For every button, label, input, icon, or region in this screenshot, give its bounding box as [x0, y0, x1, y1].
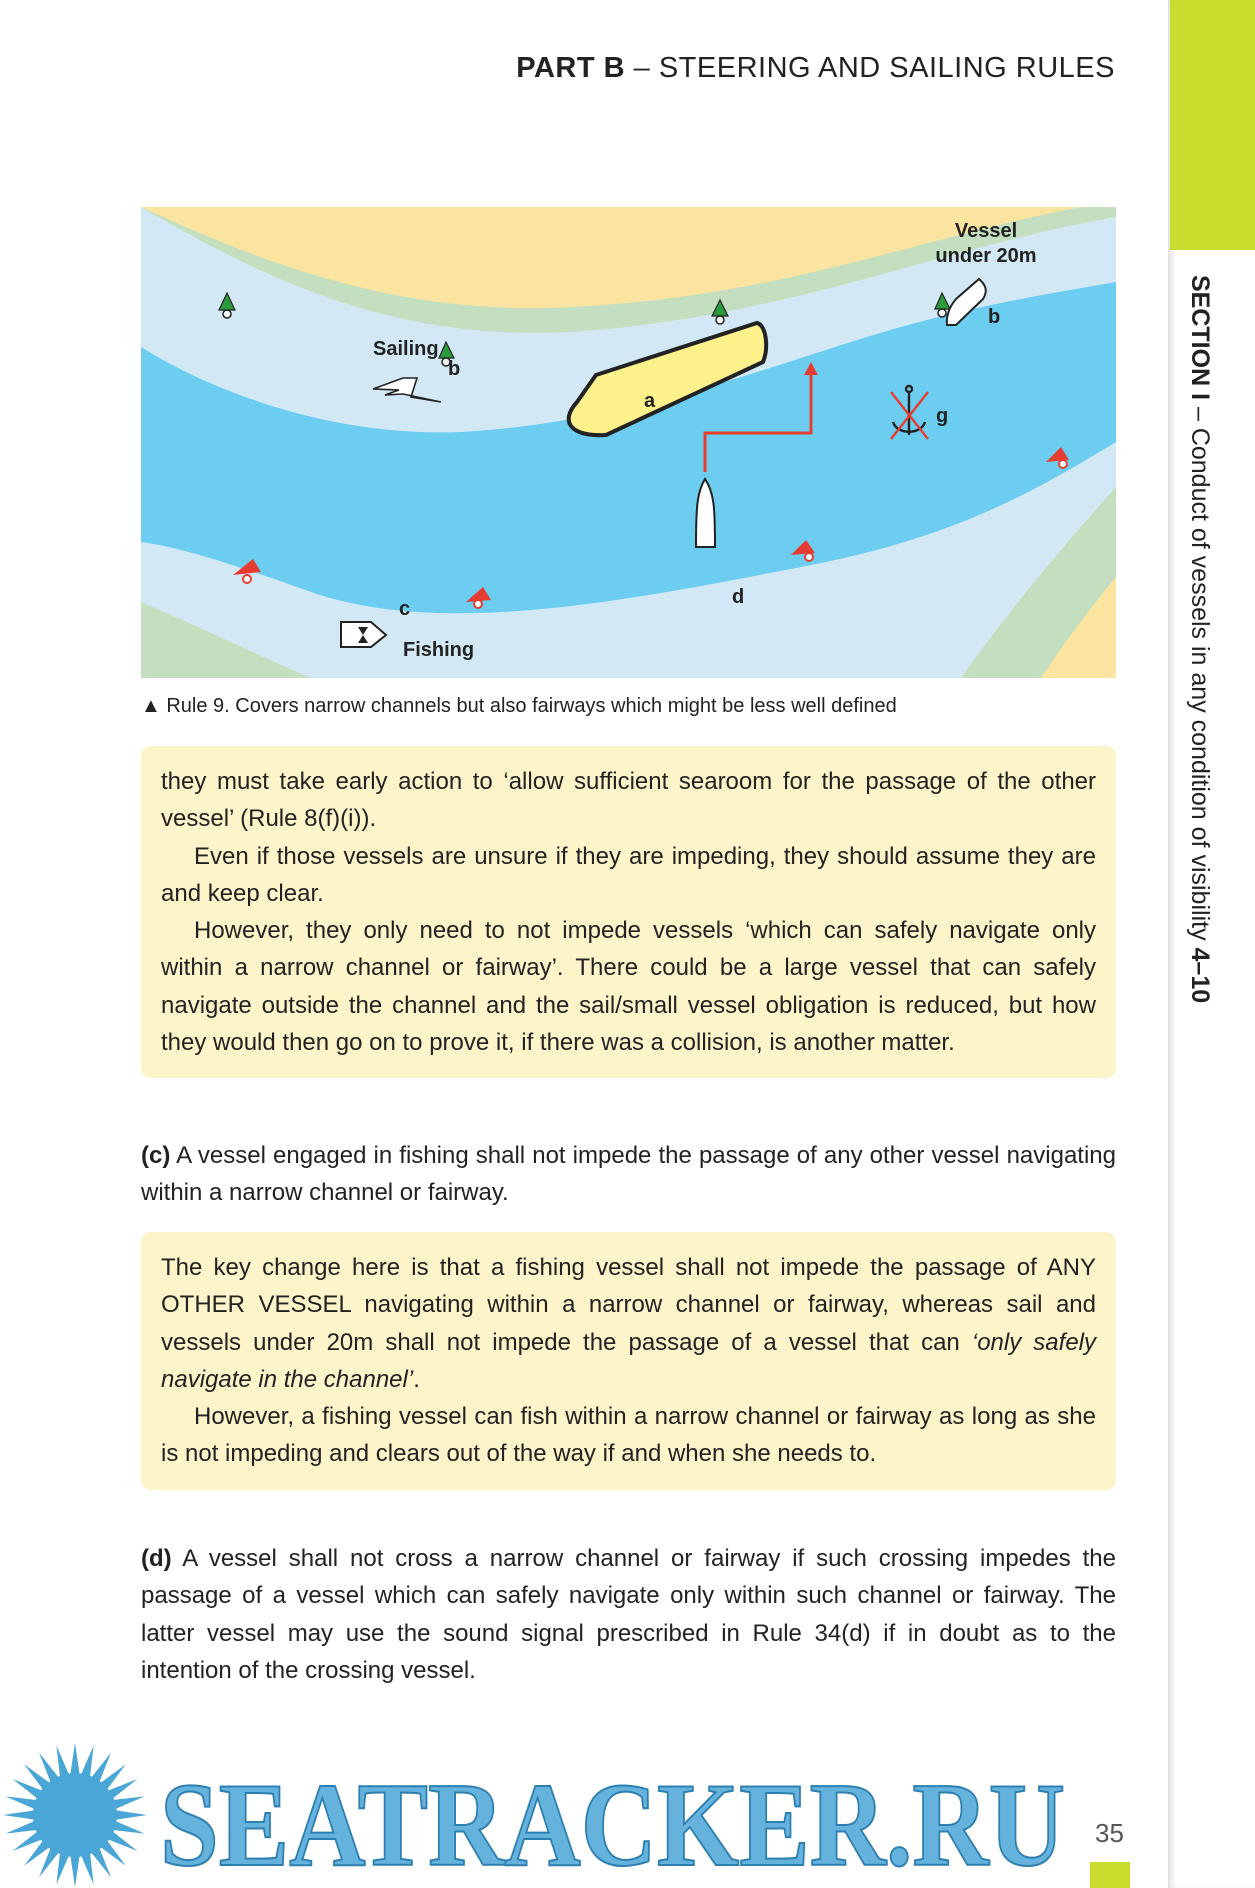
commentary-text: they must take early action to ‘allow sufficient searoom for the passage of the other vessel’ (Rule 8(f)(i)).: [161, 768, 1096, 833]
sun-ray: [115, 1810, 147, 1820]
commentary-text: The key change here is that a fishing vessel shall not impede the passage of ANY OTHER VESSEL navigating within a narrow channel or fairway, whereas sail and vessels under 20m shall not impede the passage of a vessel that can ‘only safely navigate in the channel’.: [161, 1254, 1096, 1393]
svg-text:SEATRACKER.RU: SEATRACKER.RU: [160, 1758, 1065, 1888]
commentary-text: However, they only need to not impede vessels ‘which can safely navigate only within a narrow channel or fairway’. There could be a large vessel that can safely navigate outside the channel and the sail/small vessel obligation is reduced, but how they would then go on to prove it, if there was a collision, is another matter.: [161, 917, 1096, 1057]
page-tab: [1090, 1862, 1130, 1888]
section-label: SECTION I – Conduct of vessels in any condition of visibility 4–10: [1186, 275, 1214, 1004]
page-header: [516, 52, 1115, 85]
label-fishing: Fishing: [403, 639, 475, 661]
sun-ray: [56, 1745, 69, 1777]
commentary-box-1: [141, 746, 1116, 1078]
sun-ray: [3, 1810, 35, 1820]
label-c: c: [399, 598, 411, 620]
sun-ray: [5, 1821, 37, 1834]
rule-c: (c) A vessel engaged in fishing shall not impede the passage of any other vessel navigating within a narrow channel or fairway.: [141, 1142, 1116, 1207]
commentary-box-2: [141, 1232, 1116, 1490]
sun-ray: [70, 1743, 80, 1775]
label-d: d: [732, 586, 745, 608]
sun-icon: [3, 1743, 147, 1887]
section-tab: [1170, 0, 1255, 250]
label-g: g: [936, 405, 949, 427]
rule-d: (d) A vessel shall not cross a narrow channel or fairway if such crossing impedes the passage of a vessel which can safely navigate only within such channel or fairway. The latter vessel may use the sound signal prescribed in Rule 34(d) if in doubt as to the intention of the crossing vessel.: [141, 1545, 1116, 1684]
sun-ray: [56, 1852, 69, 1884]
label-b-motor: b: [988, 306, 1001, 328]
sun-ray: [70, 1855, 80, 1887]
commentary-text: Even if those vessels are unsure if they are impeding, they should assume they are and keep clear.: [161, 842, 1096, 907]
watermark: [0, 1740, 1080, 1888]
label-sailing: Sailing: [373, 338, 439, 360]
page-number: 35: [1095, 1818, 1124, 1848]
sun-ray: [112, 1796, 144, 1809]
sun-ray: [81, 1852, 94, 1884]
header-title: – STEERING AND SAILING RULES: [625, 52, 1115, 84]
figure-caption: ▲ Rule 9. Covers narrow channels but also fairways which might be less well defined: [141, 695, 897, 717]
commentary-text: However, a fishing vessel can fish within a narrow channel or fairway as long as she is not impeding and clears out of the way if and when she needs to.: [161, 1403, 1096, 1468]
label-vessel: Vessel: [954, 220, 1018, 242]
label-under-20m: under 20m: [935, 245, 1037, 267]
label-b-sailing: b: [448, 358, 461, 380]
channel-diagram: [141, 207, 1116, 678]
sun-ray: [5, 1796, 37, 1809]
part-label: PART B: [516, 52, 626, 84]
sun-ray: [81, 1745, 94, 1777]
sun-ray: [112, 1821, 144, 1834]
label-a: a: [644, 390, 656, 412]
